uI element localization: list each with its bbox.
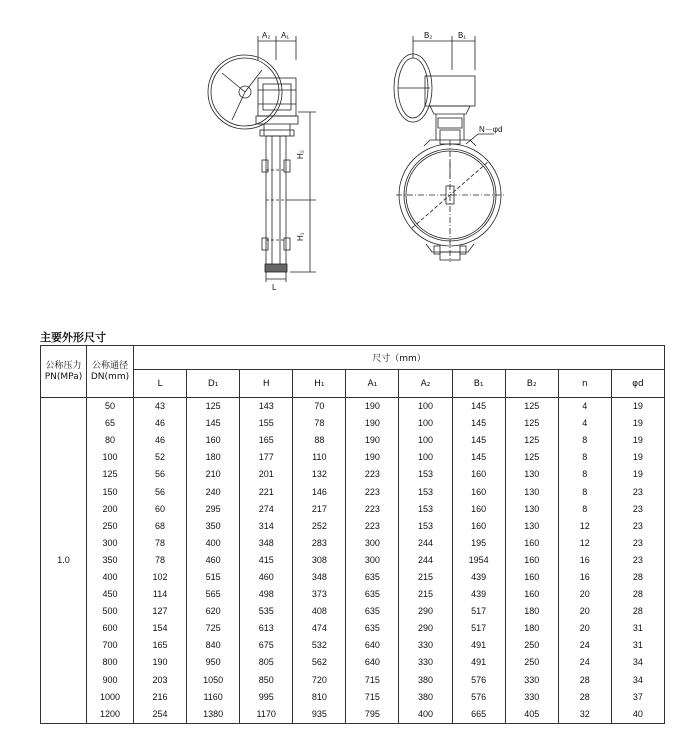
table-row [41,535,665,552]
dim-label-l: L [272,283,277,292]
table-row [41,466,665,483]
dimension-cell: 16 [558,569,611,586]
dimension-cell: 995 [240,689,293,706]
dimension-cell: 125 [505,415,558,432]
column-header: H₁ [293,370,346,398]
dimension-cell: 240 [187,483,240,500]
dimension-cell: 274 [240,501,293,518]
dimension-cell: 348 [240,535,293,552]
column-header: B₂ [505,370,558,398]
dn-cell: 65 [87,415,134,432]
dimension-cell: 295 [187,501,240,518]
table-row [41,654,665,671]
table-row [41,586,665,603]
dimension-cell: 78 [134,552,187,569]
dimension-cell: 805 [240,654,293,671]
dimension-cell: 715 [346,672,399,689]
dimension-cell: 130 [505,466,558,483]
dimension-cell: 160 [505,569,558,586]
dimension-cell: 223 [346,466,399,483]
dimension-cell: 160 [505,586,558,603]
column-header: H [240,370,293,398]
dn-cell: 350 [87,552,134,569]
dimension-cell: 160 [505,535,558,552]
dimension-cell: 665 [452,706,505,724]
dimension-cell: 330 [505,689,558,706]
dimension-cell: 28 [611,603,664,620]
column-header: n [558,370,611,398]
dimension-cell: 535 [240,603,293,620]
dn-cell: 100 [87,449,134,466]
dimension-cell: 20 [558,603,611,620]
dimension-cell: 23 [611,483,664,500]
dimension-cell: 415 [240,552,293,569]
table-row [41,689,665,706]
dimension-cell: 308 [293,552,346,569]
dimension-cell: 252 [293,518,346,535]
header-dn-cn: 公称通径 [91,360,128,371]
dimension-cell: 102 [134,569,187,586]
dimension-cell: 1380 [187,706,240,724]
dimension-cell: 576 [452,689,505,706]
header-dimensions: 尺寸（mm） [134,346,665,370]
dimension-cell: 34 [611,654,664,671]
table-row [41,415,665,432]
dimension-cell: 145 [452,449,505,466]
column-header: A₂ [399,370,452,398]
dimension-cell: 405 [505,706,558,724]
table-row [41,518,665,535]
dimension-cell: 635 [346,586,399,603]
dimension-cell: 350 [187,518,240,535]
dimension-cell: 37 [611,689,664,706]
dimension-cell: 8 [558,466,611,483]
table-row [41,432,665,449]
dimension-cell: 130 [505,518,558,535]
dimension-table [40,345,665,724]
dimension-cell: 216 [134,689,187,706]
dimension-cell: 491 [452,654,505,671]
dimension-cell: 180 [505,620,558,637]
dimension-cell: 100 [399,415,452,432]
dimension-cell: 56 [134,483,187,500]
header-pn [41,346,87,398]
dimension-cell: 153 [399,483,452,500]
dimension-cell: 28 [611,586,664,603]
dimension-cell: 100 [399,398,452,416]
dimension-cell: 145 [452,398,505,416]
dn-cell: 1200 [87,706,134,724]
dimension-cell: 250 [505,637,558,654]
dimension-cell: 180 [187,449,240,466]
dimension-cell: 244 [399,535,452,552]
dn-cell: 150 [87,483,134,500]
dimension-cell: 43 [134,398,187,416]
dimension-cell: 160 [452,518,505,535]
dimension-cell: 217 [293,501,346,518]
dimension-cell: 460 [187,552,240,569]
dimension-cell: 210 [187,466,240,483]
dimension-cell: 153 [399,518,452,535]
dim-label-h1: H₁ [296,232,305,241]
dimension-cell: 290 [399,620,452,637]
dn-cell: 125 [87,466,134,483]
dimension-cell: 160 [505,552,558,569]
dimension-cell: 725 [187,620,240,637]
pn-value-cell: 1.0 [41,398,87,724]
table-row [41,501,665,518]
dimension-cell: 190 [346,398,399,416]
dimension-cell: 165 [134,637,187,654]
dimension-cell: 850 [240,672,293,689]
table-row [41,483,665,500]
dimension-cell: 146 [293,483,346,500]
dimension-cell: 132 [293,466,346,483]
table-row [41,706,665,724]
header-dn [87,346,134,398]
dn-cell: 600 [87,620,134,637]
dimension-cell: 190 [134,654,187,671]
dimension-cell: 100 [399,449,452,466]
dimension-cell: 16 [558,552,611,569]
dimension-cell: 28 [558,672,611,689]
table-row [41,603,665,620]
dimension-cell: 400 [187,535,240,552]
dimension-cell: 19 [611,432,664,449]
dimension-cell: 160 [187,432,240,449]
dimension-cell: 4 [558,415,611,432]
dimension-cell: 190 [346,432,399,449]
dimension-cell: 565 [187,586,240,603]
dimension-cell: 439 [452,586,505,603]
dimension-cell: 935 [293,706,346,724]
dn-cell: 50 [87,398,134,416]
dimension-cell: 28 [611,569,664,586]
dimension-cell: 145 [452,415,505,432]
dimension-cell: 517 [452,620,505,637]
dimension-cell: 576 [452,672,505,689]
header-pn-cn: 公称压力 [45,360,82,371]
dimension-cell: 12 [558,535,611,552]
dimension-cell: 130 [505,483,558,500]
dimension-cell: 1050 [187,672,240,689]
dimension-cell: 114 [134,586,187,603]
dimension-cell: 34 [611,672,664,689]
dimension-cell: 380 [399,672,452,689]
dimension-cell: 314 [240,518,293,535]
dimension-cell: 223 [346,501,399,518]
dimension-cell: 517 [452,603,505,620]
dimension-cell: 153 [399,501,452,518]
dimension-cell: 348 [293,569,346,586]
dimension-cell: 165 [240,432,293,449]
dimension-cell: 283 [293,535,346,552]
dn-cell: 200 [87,501,134,518]
dimension-cell: 408 [293,603,346,620]
column-header: B₁ [452,370,505,398]
dn-cell: 300 [87,535,134,552]
section-title: 主要外形尺寸 [40,331,106,344]
dimension-cell: 12 [558,518,611,535]
dimension-cell: 20 [558,620,611,637]
dn-cell: 800 [87,654,134,671]
dimension-cell: 32 [558,706,611,724]
dimension-cell: 8 [558,449,611,466]
dimension-cell: 19 [611,449,664,466]
dimension-cell: 498 [240,586,293,603]
dimension-cell: 20 [558,586,611,603]
dimension-cell: 715 [346,689,399,706]
dimension-cell: 562 [293,654,346,671]
dimension-cell: 380 [399,689,452,706]
dimension-cell: 491 [452,637,505,654]
dimension-cell: 31 [611,637,664,654]
dimension-cell: 795 [346,706,399,724]
dimension-cell: 1170 [240,706,293,724]
right-view [394,36,504,262]
dimension-cell: 640 [346,637,399,654]
dimension-cell: 460 [240,569,293,586]
dimension-cell: 160 [452,466,505,483]
dimension-cell: 125 [505,432,558,449]
dimension-cell: 100 [399,432,452,449]
dimension-cell: 160 [452,483,505,500]
dn-cell: 250 [87,518,134,535]
dimension-cell: 810 [293,689,346,706]
table-row [41,569,665,586]
header-pn-unit: PN(MPa) [44,371,83,382]
dimension-cell: 8 [558,432,611,449]
dim-label-h2: H₂ [296,150,305,159]
dimension-cell: 23 [611,518,664,535]
dimension-cell: 675 [240,637,293,654]
dn-cell: 80 [87,432,134,449]
dimension-cell: 143 [240,398,293,416]
dimension-cell: 250 [505,654,558,671]
column-header: L [134,370,187,398]
dimension-cell: 28 [558,689,611,706]
dimension-cell: 125 [505,398,558,416]
table-row [41,637,665,654]
dimension-cell: 439 [452,569,505,586]
valve-drawing [0,0,700,320]
table-row [41,398,665,416]
dimension-cell: 221 [240,483,293,500]
table-row [41,449,665,466]
dimension-cell: 40 [611,706,664,724]
dimension-cell: 70 [293,398,346,416]
dimension-cell: 125 [187,398,240,416]
dn-cell: 1000 [87,689,134,706]
dimension-cell: 68 [134,518,187,535]
dimension-cell: 1954 [452,552,505,569]
dimension-cell: 223 [346,518,399,535]
dimension-cell: 400 [399,706,452,724]
dimension-cell: 56 [134,466,187,483]
dimension-cell: 254 [134,706,187,724]
dn-cell: 450 [87,586,134,603]
dn-cell: 500 [87,603,134,620]
dimension-cell: 195 [452,535,505,552]
dim-label-b2: B₂ [424,31,433,40]
table-row [41,552,665,569]
dim-label-a2: A₂ [262,31,271,40]
dimension-cell: 4 [558,398,611,416]
dimension-cell: 640 [346,654,399,671]
dimension-cell: 635 [346,569,399,586]
dimension-cell: 145 [452,432,505,449]
column-header: φd [611,370,664,398]
dimension-cell: 1160 [187,689,240,706]
dimension-cell: 110 [293,449,346,466]
dn-cell: 900 [87,672,134,689]
dimension-cell: 474 [293,620,346,637]
dimension-cell: 23 [611,535,664,552]
dimension-cell: 31 [611,620,664,637]
column-header: A₁ [346,370,399,398]
dimension-cell: 300 [346,552,399,569]
dimension-cell: 532 [293,637,346,654]
dimension-cell: 330 [399,654,452,671]
dimension-cell: 620 [187,603,240,620]
dimension-cell: 19 [611,415,664,432]
dimension-cell: 190 [346,449,399,466]
dimension-cell: 330 [505,672,558,689]
dimension-cell: 23 [611,501,664,518]
dimension-cell: 46 [134,432,187,449]
dimension-cell: 8 [558,501,611,518]
dimension-cell: 201 [240,466,293,483]
table-row [41,672,665,689]
dimension-cell: 24 [558,654,611,671]
dimension-cell: 290 [399,603,452,620]
dimension-cell: 203 [134,672,187,689]
dimension-cell: 613 [240,620,293,637]
dimension-cell: 330 [399,637,452,654]
dimension-cell: 46 [134,415,187,432]
dimension-cell: 840 [187,637,240,654]
dimension-cell: 78 [134,535,187,552]
dimension-cell: 635 [346,620,399,637]
dimension-cell: 300 [346,535,399,552]
header-dn-unit: DN(mm) [90,371,130,382]
dimension-cell: 177 [240,449,293,466]
dimension-cell: 19 [611,466,664,483]
dimension-cell: 223 [346,483,399,500]
dimension-cell: 19 [611,398,664,416]
dimension-cell: 155 [240,415,293,432]
dim-label-b1: B₁ [458,31,467,40]
dimension-cell: 153 [399,466,452,483]
table-row [41,620,665,637]
dimension-cell: 24 [558,637,611,654]
dimension-cell: 23 [611,552,664,569]
dimension-cell: 88 [293,432,346,449]
dim-label-a1: A₁ [281,31,290,40]
column-header: D₁ [187,370,240,398]
dim-label-n-phi-d: N－φd [479,125,503,134]
dimension-cell: 127 [134,603,187,620]
dimension-cell: 244 [399,552,452,569]
dimension-cell: 160 [452,501,505,518]
dimension-cell: 52 [134,449,187,466]
dimension-cell: 154 [134,620,187,637]
dimension-cell: 190 [346,415,399,432]
dimension-cell: 215 [399,586,452,603]
dn-cell: 700 [87,637,134,654]
dimension-cell: 180 [505,603,558,620]
dimension-cell: 130 [505,501,558,518]
dimension-cell: 8 [558,483,611,500]
dimension-cell: 145 [187,415,240,432]
dimension-cell: 373 [293,586,346,603]
dimension-cell: 215 [399,569,452,586]
dimension-cell: 125 [505,449,558,466]
dimension-cell: 515 [187,569,240,586]
dn-cell: 400 [87,569,134,586]
dimension-cell: 720 [293,672,346,689]
dimension-cell: 950 [187,654,240,671]
dimension-cell: 78 [293,415,346,432]
dimension-cell: 635 [346,603,399,620]
dimension-cell: 60 [134,501,187,518]
